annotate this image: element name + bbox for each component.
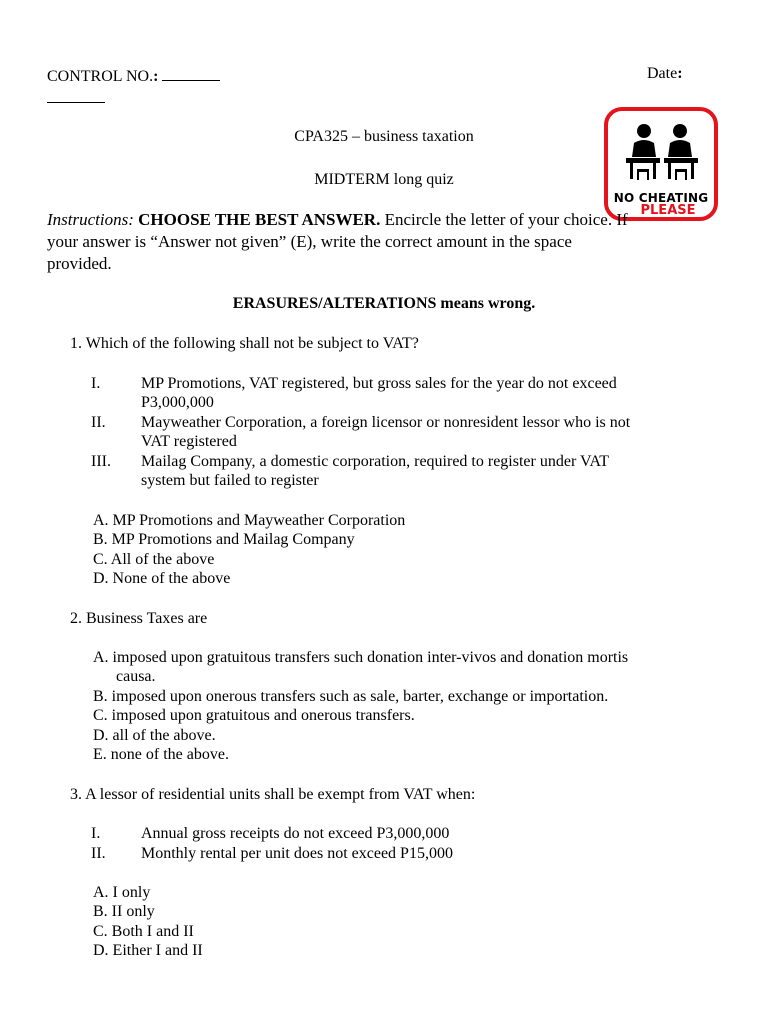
course-title: CPA325 – business taxation xyxy=(294,128,474,145)
please-text: PLEASE xyxy=(640,203,696,218)
exam-title: MIDTERM long quiz xyxy=(314,171,454,188)
q1-choice-b[interactable]: B. MP Promotions and Mailag Company xyxy=(93,531,355,548)
q3-choice-d[interactable]: D. Either I and II xyxy=(93,942,203,959)
q1-choice-a[interactable]: A. MP Promotions and Mayweather Corporation xyxy=(93,512,406,529)
q2-choice-d[interactable]: D. all of the above. xyxy=(93,727,216,744)
instructions-line-3: provided. xyxy=(47,254,112,273)
control-no-field[interactable] xyxy=(162,64,220,81)
students-at-desks-icon xyxy=(622,121,702,183)
q1-statement-3-cont: system but failed to register xyxy=(141,472,319,489)
q1-choice-c[interactable]: C. All of the above xyxy=(93,551,215,568)
q1-statement-1-cont: P3,000,000 xyxy=(141,394,214,411)
q3-choice-a[interactable]: A. I only xyxy=(93,884,151,901)
no-cheating-text: NO CHEATING xyxy=(613,191,709,205)
q3-statement-1: I. Annual gross receipts do not exceed P3,000,000 xyxy=(91,825,450,842)
q3-statement-2: II. Monthly rental per unit does not exceed P15,000 xyxy=(91,845,453,862)
q2-choice-a-cont: causa. xyxy=(116,668,156,685)
date-label: Date: xyxy=(647,65,683,82)
no-cheating-sign xyxy=(604,107,718,221)
instructions-line-1: Instructions: CHOOSE THE BEST ANSWER. Encircle the letter of your choice. If xyxy=(47,210,628,229)
question-2-stem: 2. Business Taxes are xyxy=(70,610,208,627)
q2-choice-b[interactable]: B. imposed upon onerous transfers such as sale, barter, exchange or importation. xyxy=(93,688,609,705)
q2-choice-e[interactable]: E. none of the above. xyxy=(93,746,229,763)
instructions-line-2: your answer is “Answer not given” (E), write the correct amount in the space xyxy=(47,232,572,251)
q1-statement-3: III. Mailag Company, a domestic corporation, required to register under VAT xyxy=(91,453,610,470)
question-3-stem: 3. A lessor of residential units shall be exempt from VAT when: xyxy=(70,786,476,803)
q1-statement-1: I. MP Promotions, VAT registered, but gross sales for the year do not exceed xyxy=(91,375,617,392)
erasures-warning: ERASURES/ALTERATIONS means wrong. xyxy=(232,295,536,312)
q3-choice-b[interactable]: B. II only xyxy=(93,903,155,920)
q1-statement-2: II. Mayweather Corporation, a foreign licensor or nonresident lessor who is not xyxy=(91,414,631,431)
q3-choice-c[interactable]: C. Both I and II xyxy=(93,923,194,940)
q2-choice-c[interactable]: C. imposed upon gratuitous and onerous transfers. xyxy=(93,707,415,724)
control-no-label: CONTROL NO.: xyxy=(47,64,220,87)
date-field[interactable] xyxy=(47,86,105,103)
q2-choice-a[interactable]: A. imposed upon gratuitous transfers such donation inter-vivos and donation mortis xyxy=(93,649,629,666)
question-1-stem: 1. Which of the following shall not be subject to VAT? xyxy=(70,335,419,352)
q1-statement-2-cont: VAT registered xyxy=(141,433,237,450)
q1-choice-d[interactable]: D. None of the above xyxy=(93,570,231,587)
